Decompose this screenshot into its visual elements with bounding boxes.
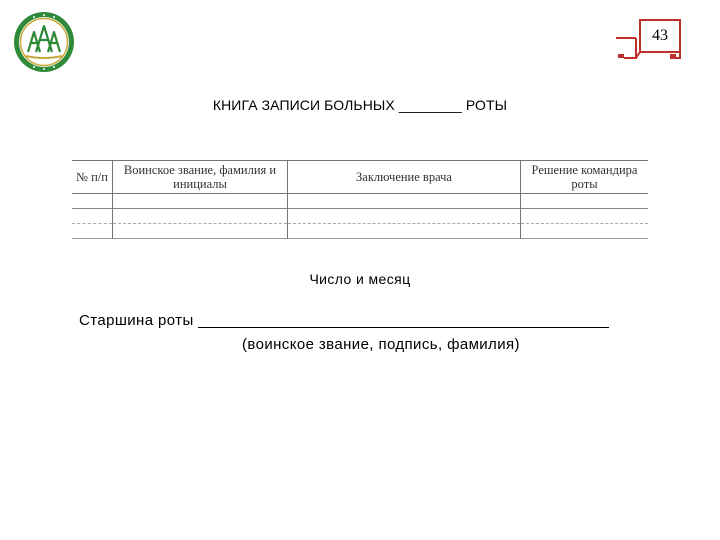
- table-cell: [113, 194, 288, 209]
- page-number: 43: [652, 27, 668, 44]
- header-commander-decision: Решение командира роты: [521, 161, 649, 194]
- table-cell: [521, 194, 649, 209]
- emblem-logo: [12, 10, 76, 74]
- table-cell: [72, 209, 113, 224]
- table-row: [72, 209, 648, 224]
- table-cell: [288, 209, 521, 224]
- table-cell: [288, 224, 521, 239]
- signature-label: Старшина роты: [79, 312, 194, 329]
- table-row: [72, 194, 648, 209]
- table-cell: [72, 224, 113, 239]
- header-doctor-conclusion: Заключение врача: [288, 161, 521, 194]
- table-cell: [72, 194, 113, 209]
- sick-register-table: [72, 160, 648, 239]
- header-number: № п/п: [76, 170, 108, 184]
- table-header-row: [72, 161, 648, 194]
- date-label: Число и месяц: [309, 271, 411, 287]
- table-cell: [113, 224, 288, 239]
- signature-hint: (воинское звание, подпись, фамилия): [242, 336, 520, 353]
- table-cell: [288, 194, 521, 209]
- signature-line: [198, 327, 609, 328]
- table-cell: [113, 209, 288, 224]
- document-title: КНИГА ЗАПИСИ БОЛЬНЫХ ________ РОТЫ: [212, 97, 508, 113]
- table-cell: [521, 209, 649, 224]
- table-row: [72, 224, 648, 239]
- header-rank-name: Воинское звание, фамилия и инициалы: [113, 161, 288, 194]
- table-cell: [521, 224, 649, 239]
